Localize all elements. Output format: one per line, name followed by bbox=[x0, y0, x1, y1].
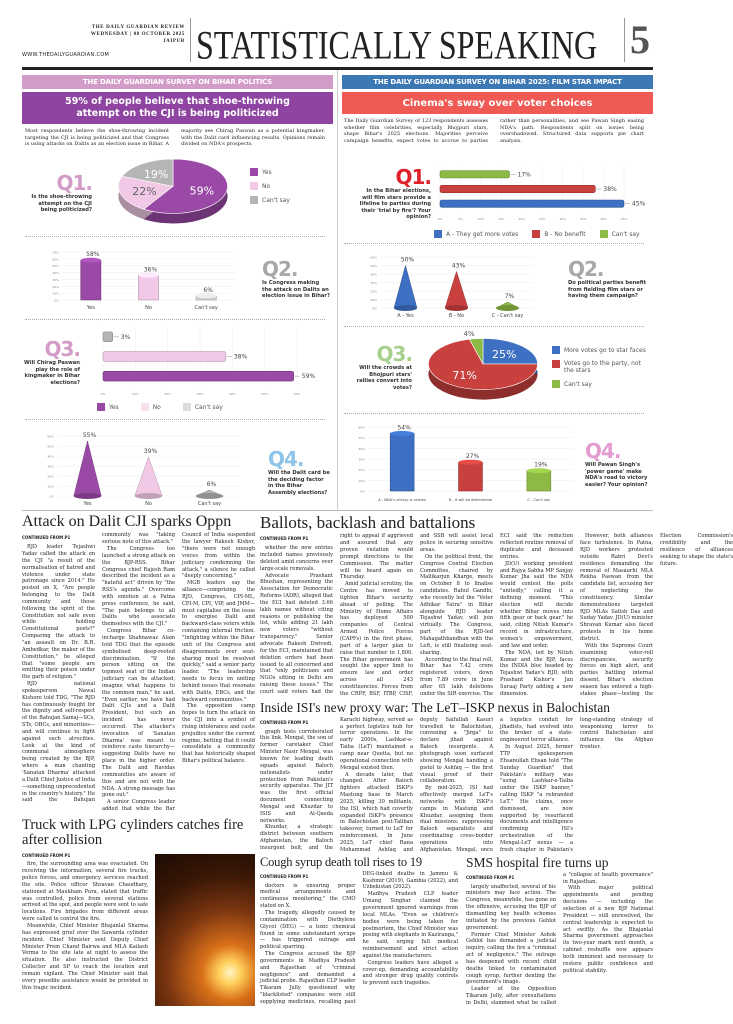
y-tick-label: 10% bbox=[52, 291, 59, 296]
x-tick-label: 10% bbox=[131, 392, 139, 396]
article-ballots-backlash bbox=[260, 513, 733, 699]
article-paragraph: On the political front, the Congress Central Election Committee, chaired by Mallikarjun Kharge, meets on October 8 to finalise candidates. Rahul Gandhi, who recently led the "Voter Adhikar Yatra" in Bihar alongside RJD leader Tejashwi Yadav, will join virtually. The Congress, part of the RJD-led Mahagathbandhan with the Left, is still finalising seat-sharing. bbox=[420, 553, 493, 656]
y-tick-label: 30% bbox=[47, 464, 54, 469]
article-paragraph: The opposition camp hopes to turn the attack on the CJI into a symbol of rising intolerance and caste prejudice under the current regime, betting that it could consolidate a community that has historically shaped Bihar's political balance. bbox=[182, 703, 255, 765]
left-q4-label bbox=[268, 448, 330, 496]
website-url[interactable]: WWW.THEDAILYGUARDIAN.COM bbox=[22, 52, 110, 58]
article-sms-hospital-fire bbox=[466, 856, 653, 1008]
legend-cant-say bbox=[250, 196, 290, 204]
article-body bbox=[22, 532, 255, 814]
bar-data-label: 27% bbox=[465, 453, 480, 461]
legend-label: A - They get more votes bbox=[446, 230, 519, 238]
section-title: STATISTICALLY SPEAKING bbox=[196, 22, 598, 67]
left-q1-pie-chart bbox=[108, 148, 238, 233]
bar-data-label: 50% bbox=[400, 256, 415, 264]
article-paragraph: doctors is ensuring proper medical arrangements and continuous monitoring," the CMO stated on X. bbox=[260, 882, 356, 910]
left-q1-label bbox=[30, 172, 92, 214]
pie-data-label: 25% bbox=[492, 348, 517, 362]
article-body bbox=[466, 872, 653, 1008]
y-tick-label: 30% bbox=[370, 281, 377, 285]
article-paragraph: Amid judicial scrutiny, the Centre has moved to tighten Bihar's security ahead of polling. The Ministry of Home Affairs has deployed 500 companies of Central Armed Police Forces (CAPFs) in the first phase, part of a larger plan to raise that number to 1,800. The Bihar government has sought the upper limit to ensure law and order across all 243 constituencies. Forces from the CRPF, BSF, ITBP, CISF, and SSB will assist local police in securing sensitive areas. bbox=[340, 533, 493, 697]
x-tick-label: 0% bbox=[437, 217, 443, 221]
right-q3-text: Will the crowds at Bhojpuri stars' rallies convert into votes? bbox=[356, 365, 412, 391]
issue-city: JAIPUR bbox=[163, 39, 185, 44]
cone-base bbox=[135, 493, 162, 499]
x-tick-label: 5% bbox=[458, 217, 463, 221]
pie-data-label: 19% bbox=[143, 167, 169, 181]
masthead-meta bbox=[58, 24, 185, 45]
article-paragraph: The Congress accused the BJP governments in Madhya Pradesh and Rajasthan of "criminal negligence" and demanded a judicial probe. Rajasthan CLP leader Tikaram Jully questioned why "blacklisted" companies were still supplying medicines, recalling past DEG-linked deaths in Jammu & Kashmir (2019), Gambia (2022), and Uzbekistan (2022). bbox=[260, 870, 458, 1005]
right-q4-bar-chart bbox=[346, 415, 578, 507]
hbar-data-label: 59% bbox=[301, 373, 316, 381]
legend-yes bbox=[250, 168, 290, 176]
left-q4-cone-chart bbox=[35, 424, 245, 508]
x-tick-label: C - Can't say bbox=[527, 498, 551, 502]
y-tick-label: 0% bbox=[49, 494, 54, 499]
x-tick-label: Yes bbox=[86, 305, 95, 311]
hbar-data-label: 3% bbox=[120, 333, 131, 341]
article-paragraph: largely unaffected, several of his ministers may face action. The Congress, meanwhile, has gone on the offensive, accusing the BJP of dismantling key health schemes initiated by the previous Gehlot government. bbox=[466, 883, 556, 931]
left-q3-number: Q3. bbox=[44, 337, 80, 361]
article-paragraph: MGB leaders say the alliance—comprising the RJD, Congress, CPI-ML, CPI-M, CPI, VIP, and JMM—must capitalise on the issue to energise Dalit and backward-class voters while containing internal friction. "Infighting within the Bihar unit of the Congress and disagreements over seat-sharing must be resolved quickly," said a senior party leader. "The leadership needs to focus on uniting behind issues that resonate with Dalits, EBCs, and the backward communities." bbox=[182, 580, 256, 703]
left-q2-text: Is Congress making the attack on Dalits an election issue in Bihar? bbox=[262, 280, 330, 300]
y-tick-label: 20% bbox=[358, 468, 365, 473]
y-tick-label: 20% bbox=[52, 284, 59, 289]
cone-base bbox=[74, 493, 101, 499]
cone-no bbox=[135, 457, 162, 496]
legend-no bbox=[141, 403, 161, 411]
right-q1-legend bbox=[434, 230, 640, 244]
cone-base bbox=[196, 493, 223, 499]
x-tick-label: 20% bbox=[164, 392, 172, 396]
article-headline: Ballots, backlash and battalions bbox=[260, 513, 476, 532]
legend-label: Can't say bbox=[611, 230, 640, 238]
left-survey-band: THE DAILY GUARDIAN SURVEY ON BIHAR POLITICS bbox=[22, 75, 333, 89]
article-paragraph: RJD national spokesperson Nawal Kishore told TDG, "The RJD has continuously fought for the dignity and self-respect of the Bahujan Samaj—SCs, STs, OBCs, and minorities—and will continue to fight against such atrocities. Look at the kind of communal atmosphere being created by the BJP, where a man chanting 'Sanatan Dharma' attacked a Dalit Chief Justice of India—something unprecedented in the country's history." He said the Bahujan community was "taking serious note of this attack." bbox=[22, 532, 175, 804]
left-survey-banner: 59% of people believe that shoe-throwing attempt on the CJI is being politicized bbox=[22, 92, 333, 124]
y-tick-label: 20% bbox=[370, 289, 377, 294]
right-survey-intro: The Daily Guardian Survey of 123 respondents assesses whether film celebrities, especially Bhojpuri stars, shape Bihar's 2025 elections. Majorities perceive campaign benefits, expect votes to accrue to parties rather than personalities, and see Pawan Singh easing NDA's path. Respondents split on issues being overshadowed. Structured data supports pie chart analysis. bbox=[344, 118, 644, 144]
pie-data-label: 4% bbox=[463, 330, 475, 338]
y-tick-label: 50% bbox=[358, 436, 365, 441]
right-q2-text: Do political parties benefit from fielding film stars or having them campaign? bbox=[568, 280, 647, 300]
continued-label: CONTINUED FROM P1 bbox=[260, 719, 309, 725]
hbar-can-t-say bbox=[103, 332, 113, 342]
left-q4-number: Q4. bbox=[268, 447, 304, 471]
article-paragraph: graph tests corroborated this link. Mengal, the son of former caretaker Chief Minister Nasir Mengal, was known for leading death squads against Baloch nationalists under protection from Pakistan's security apparatus. The JIT was the first official document connecting Mengal and Khuzdar to ISIS and Al-Qaeda networks. bbox=[260, 728, 333, 824]
article-paragraph: Meanwhile, Chief Minister Bhajanlal Sharma has expressed grief over the Sawarda cylinder incident. Chief Minister sent Deputy Chief Minister Prem Chand Bairwa and MLA Kailash Verma to the site late at night to assess the situation. He also instructed the District Collector and SP to reach the location and remain vigilant. The Chief Minister said that every possible assistance would be provided in this tragic incident. bbox=[22, 923, 148, 991]
legend-swatch bbox=[250, 168, 258, 176]
legend-swatch bbox=[552, 346, 560, 354]
article-paragraph: fire, the surrounding area was evacuated. On receiving the information, several fire trucks, police forces, and emergency services reached the site. Police officer Shravan Chaudhary, stationed at Maukham Pura, stated that traffic was controlled, police from several stations arrived at the spot, and people were sent to safe locations. Fire brigades from different areas were called to control the fire. bbox=[22, 861, 148, 923]
left-q3-hbar-chart bbox=[95, 323, 325, 398]
legend-c bbox=[600, 230, 640, 238]
left-q3-text: Will Chirag Paswan play the role of kingmaker in Bihar elections? bbox=[24, 360, 80, 386]
x-tick-label: 30% bbox=[196, 392, 204, 396]
x-tick-label: 35% bbox=[579, 217, 587, 221]
bar-yes bbox=[81, 260, 101, 300]
legend-label: Votes go to the party, not the stars bbox=[564, 360, 641, 374]
cone-yes bbox=[74, 441, 101, 496]
y-tick-label: 70% bbox=[52, 250, 59, 255]
hbar-data-label: 45% bbox=[632, 200, 646, 208]
bar-top bbox=[138, 273, 158, 278]
issue-date: WEDNESDAY | 08 OCTOBER 2025 bbox=[90, 32, 185, 37]
x-tick-label: No bbox=[145, 501, 152, 507]
article-paragraph: JD(U) working president and Rajya Sabha MP Sanjay Kumar Jha said the NDA would contest the polls "unitedly," calling it a defining moment. "This election will decide whether Bihar moves into fifth gear or back gear," he said, citing Nitish Kumar's record in infrastructure, women's empowerment, and law and order. bbox=[500, 560, 573, 649]
y-tick-label: 10% bbox=[47, 484, 54, 489]
y-tick-label: 60% bbox=[358, 425, 365, 430]
left-q1-legend bbox=[250, 168, 290, 210]
article-paragraph: However, both alliances face turbulence. In Patna, RJD workers protested outside Rabri Devi's residence demanding the removal of Masaurhi MLA Rekha Paswan from the candidate list, accusing her of neglecting the constituency. Similar demonstrations targeted RJD MLAs Satish Das and Suday Yadav. JD(U) minister Shravan Kumar also faced protests in his home district. bbox=[580, 533, 653, 642]
right-q3-legend bbox=[552, 346, 652, 394]
article-body bbox=[260, 533, 733, 699]
left-q2-label bbox=[262, 258, 330, 300]
bar-data-label: 6% bbox=[203, 286, 213, 294]
x-tick-label: C - Can't say bbox=[491, 313, 524, 319]
cone-base bbox=[496, 305, 519, 311]
x-tick-label: 60% bbox=[293, 392, 301, 396]
article-paragraph: Khuzdar, a strategic district between southern Afghanistan, the Baloch insurgent belt, and the Karachi highway, served as a perfect logistics hub for terror operations. In the early 2000s, Lashkar-e-Taiba (LeT) maintained a camp near Quetta, but no operational connection with Mengal existed then. bbox=[260, 716, 413, 851]
bar-b-it-will-be-detrimental bbox=[459, 462, 483, 491]
article-paragraph: Congress Bihar co-incharge Shahnawaz Alam told TDG that the episode symbolised deep-rooted discrimination. "If the person sitting on the topmost seat of the Indian judiciary can be attacked, imagine what happens to the common man," he said. "Even earlier, we have had Dalit CJIs and a Dalit President, but such an incident has never occurred. The attacker's invocation of 'Sanatan Dharma' was meant to reinforce caste hierarchy—suggesting Dalits have no place in the higher order. The Dalit and Ravidas communities are aware of this and are not with the NDA. A strong message has gone out." bbox=[102, 628, 175, 799]
hbar-data-label: 38% bbox=[233, 353, 248, 361]
right-q3-pie-chart bbox=[418, 328, 548, 408]
bar-c-can-t-say bbox=[527, 471, 551, 491]
cone-b-no bbox=[445, 271, 468, 308]
bar-top bbox=[196, 293, 216, 298]
legend-cant-say bbox=[552, 380, 652, 388]
right-q4-text: Will Pawan Singh's 'power game' make NDA's road to victory easier? Your opinion? bbox=[585, 462, 648, 488]
divider bbox=[22, 510, 653, 511]
y-tick-label: 40% bbox=[47, 454, 54, 459]
hbar-yes bbox=[103, 371, 294, 381]
x-tick-label: A - NDA's victory is certain bbox=[378, 498, 427, 502]
article-isi-proxy-war bbox=[260, 701, 653, 854]
x-tick-label: A - Yes bbox=[397, 313, 414, 319]
legend-label: Can't say bbox=[194, 403, 223, 411]
x-tick-label: Yes bbox=[83, 501, 92, 507]
y-tick-label: 40% bbox=[370, 272, 377, 277]
article-paragraph: A decade later, that changed. After Baloch fighters attacked ISKP's Mastung base in March 2025, killing 30 militants, the ISI, which had covertly expanded ISKP's presence in Balochistan post-Taliban takeover, turned to LeT for reinforcement. In June 2025, LeT chief Rana Mohammad Ashfaq and deputy Saifullah Kasuri travelled to Balochistan, convening a "Jirga" to declare jihad against Baloch insurgents. A photograph soon surfaced showing Mengal handing a pistol to Ashfaq — the first visual proof of their collaboration. bbox=[340, 716, 493, 853]
bar-data-label: 36% bbox=[143, 266, 158, 274]
legend-swatch bbox=[434, 230, 442, 238]
article-paragraph: By mid-2025, ISI had effectively merged LeT's networks with ISKP's camps in Mastung and Khuzdar, assigning them dual missions: suppressing Baloch separatists and coordinating cross-border operations into Afghanistan. Mengal, once a logistics conduit for jihadists, had evolved into the broker of a state-engineered terror alliance. bbox=[420, 716, 573, 853]
divider bbox=[25, 419, 325, 420]
legend-label: More votes go to star faces bbox=[564, 346, 646, 354]
bar-data-label: 58% bbox=[86, 251, 100, 259]
legend-swatch bbox=[552, 380, 560, 388]
left-survey-intro: Most respondents believe the shoe-throwing incident targeting the CJI is being politicized and that Congress is using attacks on Dalits as an election issue in Bihar. A majority see Chirag Paswan as a potential kingmaker, with the Dalit card influencing results. Opinions remain divided on NDA's prospects. bbox=[25, 128, 325, 148]
left-q3-legend bbox=[97, 403, 223, 417]
x-tick-label: 0% bbox=[100, 392, 106, 396]
left-q2-bar-chart bbox=[40, 240, 240, 312]
x-tick-label: B - No bbox=[448, 313, 465, 319]
legend-label: No bbox=[262, 182, 271, 190]
article-body bbox=[22, 850, 148, 1010]
divider bbox=[624, 18, 625, 62]
x-tick-label: B - It will be detrimental bbox=[448, 498, 493, 502]
y-tick-label: 50% bbox=[47, 444, 54, 449]
left-q1-number: Q1. bbox=[56, 171, 92, 195]
legend-no bbox=[250, 182, 290, 190]
x-tick-label: 15% bbox=[497, 217, 505, 221]
article-paragraph: RJD leader Tejashwi Yadav called the attack on the CJI "a result of the normalisation of hatred and violence under state patronage since 2014." He posted on X, "Are people belonging to the Dalit community and those following the spirit of the Constitution not safe even while holding Constitutional posts?" Comparing the attack to "an assault on Dr. B.R. Ambedkar, the maker of the Constitution," he alleged that "some people are emitting their poison under the garb of religion." bbox=[22, 544, 95, 681]
article-headline: Truck with LPG cylinders catches fire after collision bbox=[22, 817, 244, 848]
bar-top bbox=[527, 468, 551, 473]
right-q1-text: In the Bihar elections, will film stars provide a lifeline to parties during their 'trial by fire'? Your opinion? bbox=[359, 188, 431, 221]
pie-data-label: 22% bbox=[132, 184, 157, 198]
hbar-data-label: 17% bbox=[517, 171, 531, 179]
article-paragraph: With the Supreme Court examining voter-roll discrepancies, security forces on high alert, and parties battling internal dissent, Bihar's election season has entered a high-stakes phase—testing the Election Commission's credibility and the resilience of alliances seeking to shape the state's future. bbox=[580, 533, 733, 697]
cone-base bbox=[445, 305, 468, 311]
article-paragraph: Advocate Prashant Bhushan, representing the Association for Democratic Reforms (ADR), alleged that the ECI had deleted 3.66 lakh names without citing reasons or publishing the list, while adding 21 lakh new voters "without transparency." Senior advocate Rakesh Dwivedi, for the ECI, maintained that deletion orders had been issued to all concerned and that "only politicians and NGOs sitting in Delhi are raising these issues." The court said voters had the right to appeal if aggrieved and assured that any proven violation would prompt directions to the Commission. The matter will be heard again on Thursday. bbox=[260, 533, 413, 695]
y-tick-label: 60% bbox=[52, 257, 59, 262]
article-headline: Inside ISI's new proxy war: The LeT–ISKP nexus in Balochistan bbox=[260, 700, 610, 715]
y-tick-label: 50% bbox=[370, 264, 377, 268]
legend-a bbox=[434, 230, 518, 238]
article-attack-on-dalit-cji bbox=[22, 514, 255, 814]
y-tick-label: 40% bbox=[52, 271, 59, 276]
pie-data-label: 59% bbox=[189, 184, 215, 198]
continued-label: CONTINUED FROM P1 bbox=[22, 852, 71, 858]
article-content-row bbox=[22, 850, 255, 1010]
legend-swatch bbox=[183, 403, 191, 411]
legend-b bbox=[532, 230, 585, 238]
right-survey-band: THE DAILY GUARDIAN SURVEY ON BIHAR 2025: FILM STAR IMPACT bbox=[342, 75, 653, 89]
legend-label: Yes bbox=[109, 403, 119, 411]
divider bbox=[25, 236, 325, 237]
left-q2-number: Q2. bbox=[262, 257, 298, 281]
y-tick-label: 10% bbox=[358, 478, 365, 483]
bar-data-label: 19% bbox=[534, 461, 548, 469]
bar-data-label: 54% bbox=[397, 424, 411, 432]
cone-base bbox=[394, 305, 417, 311]
right-q1-hbar-chart bbox=[432, 163, 652, 223]
legend-swatch bbox=[600, 230, 608, 238]
divider bbox=[190, 18, 191, 62]
y-tick-label: 0% bbox=[372, 306, 377, 311]
x-tick-label: 25% bbox=[538, 217, 546, 221]
bar-data-label: 39% bbox=[143, 448, 158, 455]
y-tick-label: 0% bbox=[360, 489, 365, 494]
legend-label: Can't say bbox=[262, 196, 290, 204]
right-q1-number: Q1. bbox=[395, 165, 431, 189]
bar-data-label: 6% bbox=[206, 481, 217, 488]
bar-a-nda-s-victory-is-certain bbox=[390, 433, 414, 491]
legend-swatch bbox=[141, 403, 149, 411]
x-tick-label: 40% bbox=[600, 217, 607, 221]
hbar-b-no-benefit bbox=[440, 185, 595, 192]
fire-photo bbox=[155, 854, 255, 1006]
left-q3-label bbox=[22, 338, 80, 386]
article-paragraph: A senior Congress leader added that while the Bar Council of India suspended the lawyer Rakesh Kishor, "there were not enough voices from within the judiciary condemning the attack," a silence he called "deeply concerning." bbox=[102, 532, 255, 813]
bar-top bbox=[459, 460, 483, 465]
divider bbox=[344, 326, 644, 327]
x-tick-label: Can't say bbox=[194, 305, 218, 311]
article-paragraph: The tragedy, allegedly caused by contamination with Diethylene Glycol (DEG) — a toxic chemical found in some substandard syrups — has triggered outrage and political sparring. bbox=[260, 909, 356, 951]
y-tick-label: 30% bbox=[52, 277, 59, 282]
article-cough-syrup bbox=[260, 856, 458, 1008]
divider bbox=[25, 319, 325, 320]
article-lpg-truck-fire bbox=[22, 818, 255, 1010]
page-number: 5 bbox=[630, 17, 650, 62]
x-tick-label: 50% bbox=[261, 392, 269, 396]
right-q1-label bbox=[355, 166, 431, 221]
article-headline: Cough syrup death toll rises to 19 bbox=[260, 855, 422, 869]
article-paragraph: The Congress too launched a strong attack on the BJP-RSS. Bihar Congress chief Rajesh Ram described the incident as a "hateful act" driven by "the RSS's agenda." Overcome with emotion at a Patna press conference, he said, "The pain belongs to all Dalits who associate themselves with the CJI." bbox=[102, 546, 175, 628]
y-tick-label: 60% bbox=[370, 255, 377, 260]
article-headline: SMS hospital fire turns up bbox=[466, 855, 609, 870]
right-q4-number: Q4. bbox=[585, 439, 621, 463]
right-q2-cone-chart bbox=[358, 245, 538, 320]
y-tick-label: 10% bbox=[370, 298, 377, 302]
left-q4-text: Will the Dalit card be the deciding factor in the Bihar Assembly elections? bbox=[268, 470, 330, 496]
x-tick-label: 30% bbox=[559, 217, 567, 221]
article-paragraph: With major political appointments and pending decisions — including the selection of a new BJP National President — still unresolved, the central leadership is expected to act swiftly. As the Bhajanlal Sharma government approaches its two-year mark next month, a cabinet reshuffle now appears both imminent and necessary to restore public confidence and political stability. bbox=[563, 885, 653, 974]
x-tick-label: 45% bbox=[620, 217, 628, 221]
bar-top bbox=[81, 258, 101, 263]
continued-label: CONTINUED FROM P1 bbox=[22, 535, 71, 541]
legend-label: No bbox=[152, 403, 161, 411]
legend-star-faces bbox=[552, 346, 652, 354]
x-tick-label: 20% bbox=[518, 217, 526, 221]
continued-label: CONTINUED FROM P1 bbox=[260, 873, 309, 879]
right-q3-number: Q3. bbox=[376, 342, 412, 366]
y-tick-label: 50% bbox=[52, 264, 59, 269]
x-tick-label: 40% bbox=[228, 392, 236, 396]
cone-a-yes bbox=[394, 266, 417, 309]
x-tick-label: Can't say bbox=[197, 501, 222, 507]
article-headline: Attack on Dalit CJI sparks Oppn bbox=[22, 513, 232, 530]
legend-swatch bbox=[532, 230, 540, 238]
y-tick-label: 20% bbox=[47, 474, 54, 479]
bar-data-label: 43% bbox=[451, 262, 466, 270]
legend-label: Can't say bbox=[564, 380, 592, 388]
left-q1-text: Is the shoe-throwing attempt on the CJI being politicized? bbox=[31, 194, 92, 214]
continued-label: CONTINUED FROM P1 bbox=[260, 536, 309, 542]
right-q2-number: Q2. bbox=[568, 257, 604, 281]
legend-label: Yes bbox=[262, 168, 272, 176]
bar-top bbox=[390, 431, 414, 436]
article-paragraph: Former Chief Minister Ashok Gehlot has demanded a judicial inquiry, calling the fire a "criminal act of negligence." The outrage has deepened with recent child deaths linked to contaminated cough syrup, further denting the government's image. bbox=[466, 931, 556, 986]
bar-no bbox=[138, 275, 158, 300]
right-q4-label bbox=[585, 440, 653, 488]
right-q2-label bbox=[568, 258, 650, 300]
divider bbox=[344, 243, 644, 244]
y-tick-label: 0% bbox=[54, 298, 59, 303]
legend-swatch bbox=[552, 360, 560, 368]
article-body bbox=[260, 717, 653, 854]
y-tick-label: 40% bbox=[358, 446, 365, 451]
divider bbox=[337, 70, 338, 510]
x-tick-label: 10% bbox=[477, 217, 485, 221]
bar-data-label: 7% bbox=[504, 293, 515, 301]
article-paragraph: According to the final roll, Bihar has 7.42 crore registered voters, down from 7.89 crore in June after 65 lakh deletions under the SIR exercise. The ECI said the reduction reflected routine removal of duplicate and deceased entries. bbox=[420, 533, 573, 697]
continued-label: CONTINUED FROM P1 bbox=[466, 874, 515, 880]
legend-party bbox=[552, 360, 652, 374]
y-tick-label: 60% bbox=[47, 434, 54, 439]
hbar-no bbox=[103, 352, 226, 362]
legend-swatch bbox=[250, 182, 258, 190]
article-paragraph: The NDA, led by Nitish Kumar and the BJP, faces the INDIA bloc headed by Tejashwi Yadav's RJD, with Prashant Kishor's Jan Suraaj Party adding a new dimension. bbox=[500, 649, 573, 697]
article-paragraph: In August 2025, former TTP spokesperson Ehsanullah Ehsan told "The Sunday Guardian" that Pakistan's military was "using Lashkar-e-Taiba under the ISKP banner," calling ISKP "a rebranded LeT." His claims, once dismissed, are now supported by resurfaced documents and intelligence confirming ISI's orchestration of the Mengal-LeT nexus — a fresh chapter in Pakistan's long-standing strategy of weaponising terror to control Balochistan and influence the Afghan frontier. bbox=[500, 716, 653, 853]
right-q3-label bbox=[350, 343, 412, 391]
y-tick-label: 30% bbox=[358, 457, 365, 462]
hbar-data-label: 38% bbox=[603, 186, 617, 193]
hbar-can-t-say bbox=[440, 171, 510, 178]
legend-swatch bbox=[250, 196, 258, 204]
article-paragraph: Madhya Pradesh CLP leader Umang Singhar claimed the government ignored warnings from local MLAs. "Even as children's bodies were being taken for postmortem, the Chief Minister was posing with elephants in Kaziranga," he said, urging full medical reimbursement and strict action against the manufacturers. bbox=[362, 891, 458, 959]
article-paragraph: whether the new entries included names previously deleted amid concerns over large-scale removals. bbox=[260, 545, 333, 572]
right-survey-banner: Cinema's sway over voter choices bbox=[342, 92, 653, 114]
pie-data-label: 71% bbox=[452, 369, 477, 383]
legend-yes bbox=[97, 403, 119, 411]
divider bbox=[344, 413, 644, 414]
paper-name: THE DAILY GUARDIAN REVIEW bbox=[91, 25, 185, 30]
article-paragraph: Leader of the Opposition Tikaram Jully, after consultations in Delhi, slammed what he called a "collapse of health governance" in Rajasthan. bbox=[466, 871, 653, 1006]
bar-data-label: 55% bbox=[82, 432, 97, 439]
legend-label: B - No benefit bbox=[544, 230, 586, 238]
article-body bbox=[260, 871, 458, 1008]
x-tick-label: No bbox=[145, 305, 152, 311]
legend-cant-say bbox=[183, 403, 223, 411]
legend-swatch bbox=[97, 403, 105, 411]
hbar-a-they-get-more-votes bbox=[440, 200, 624, 207]
article-paragraph: Congress leaders have alleged a cover-up, demanding accountability and stronger drug quality controls to prevent such tragedies. bbox=[362, 959, 458, 987]
